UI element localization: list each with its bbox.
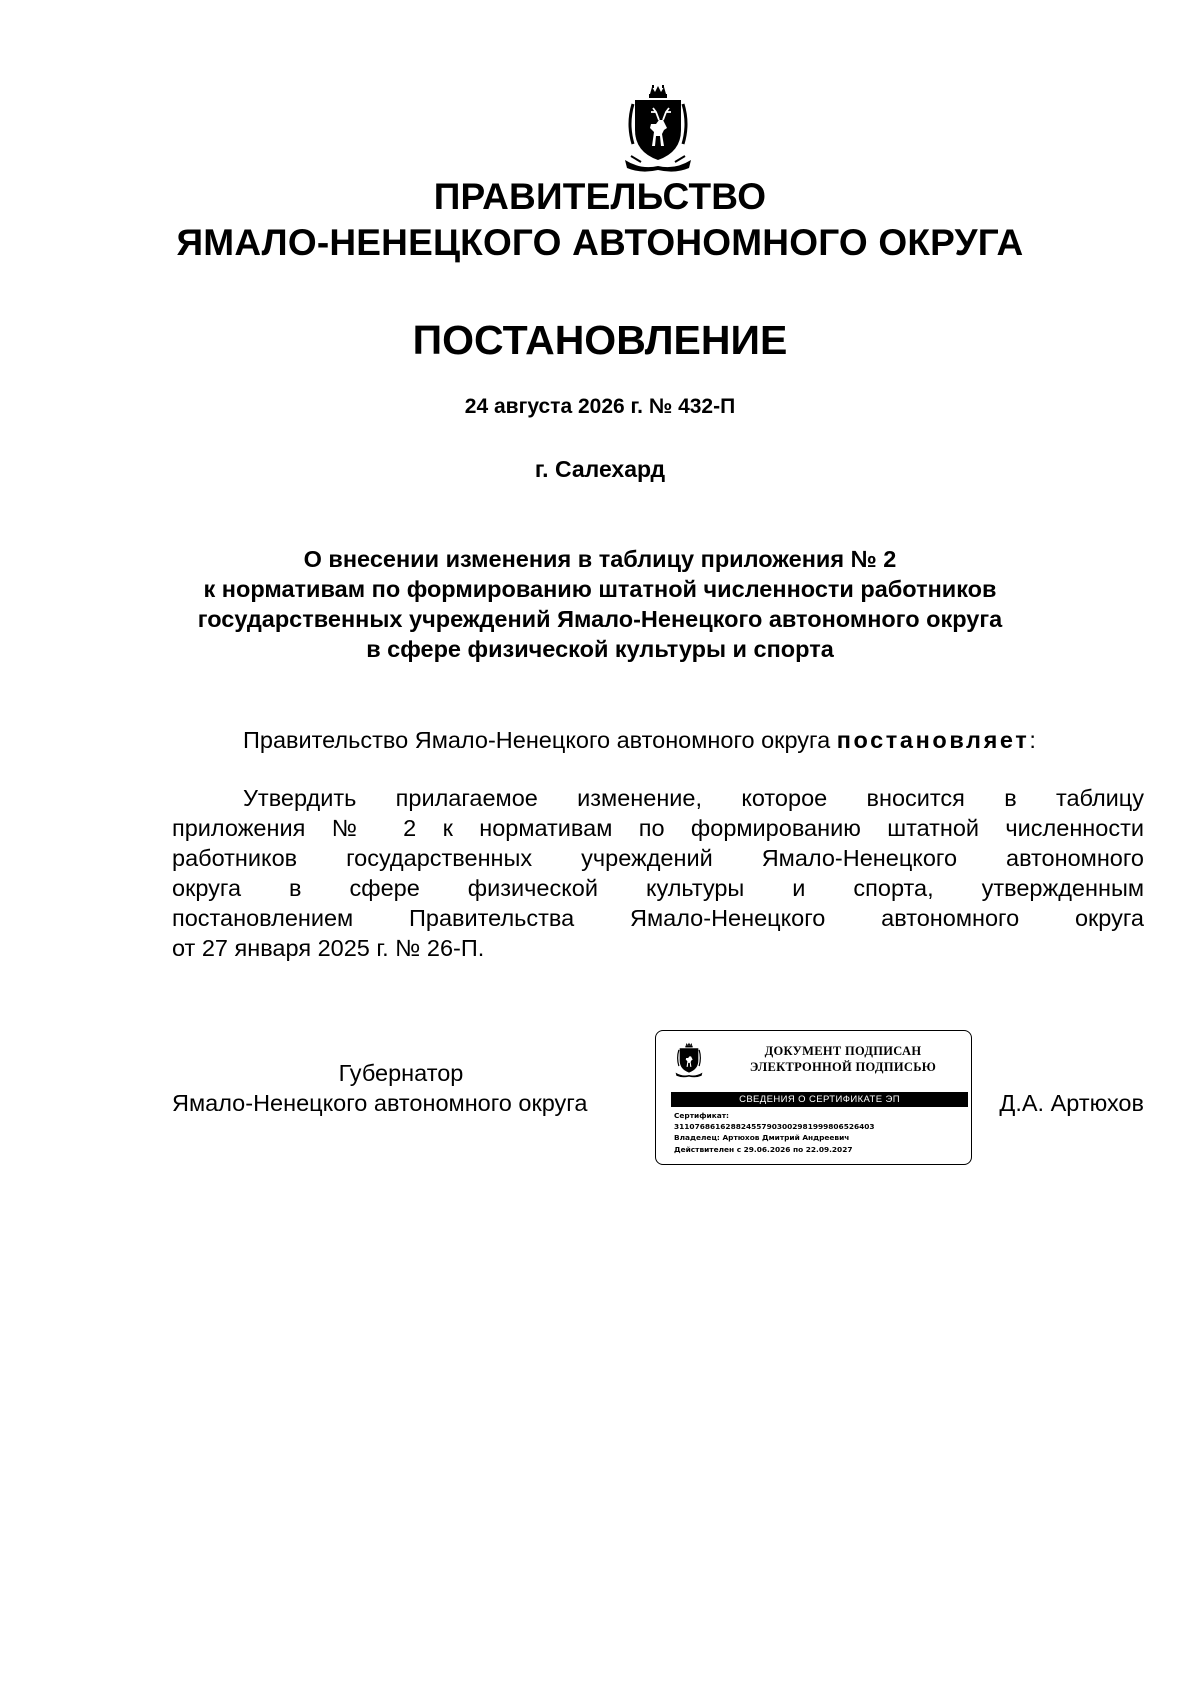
document-city: г. Салехард [534, 456, 666, 482]
preamble-text: Правительство Ямало-Ненецкого автономного округа [243, 727, 831, 753]
organization-name-line2: ЯМАЛО-НЕНЕЦКОГО АВТОНОМНОГО ОКРУГА [176, 222, 1024, 263]
preamble-paragraph [243, 725, 1143, 755]
title-line: к нормативам по формированию штатной численности работников [203, 576, 997, 602]
stamp-owner: Владелец: Артюхов Дмитрий Андреевич [674, 1133, 850, 1143]
stamp-certificate-info [674, 1110, 964, 1155]
title-line: государственных учреждений Ямало-Ненецкого автономного округа [197, 606, 1003, 632]
electronic-signature-stamp [655, 1030, 972, 1165]
stamp-heading-line1: ДОКУМЕНТ ПОДПИСАН [764, 1044, 922, 1058]
document-title [150, 544, 1050, 664]
signatory-name: Д.А. Артюхов [999, 1090, 1144, 1116]
signatory-position: Губернатор [338, 1060, 464, 1086]
stamp-heading [718, 1043, 968, 1075]
stamp-emblem-icon [674, 1041, 704, 1079]
organization-name-line1: ПРАВИТЕЛЬСТВО [433, 176, 767, 217]
stamp-heading-line2: ЭЛЕКТРОННОЙ ПОДПИСЬЮ [749, 1060, 937, 1074]
body-line: постановлением Правительства Ямало-Ненецкого автономного округа [172, 905, 1144, 931]
body-line: от 27 января 2025 г. № 26-П. [172, 935, 485, 961]
body-line: приложения № 2 к нормативам по формированию штатной численности [172, 815, 1144, 841]
body-line: Утвердить прилагаемое изменение, которое вносится в таблицу [243, 785, 1144, 811]
stamp-validity: Действителен с 29.06.2026 по 22.09.2027 [674, 1144, 853, 1154]
preamble-punct: : [1029, 727, 1036, 753]
signatory-region: Ямало-Ненецкого автономного округа [172, 1090, 588, 1116]
body-paragraph [172, 783, 1144, 963]
preamble-verb: постановляет [836, 727, 1030, 753]
coat-of-arms-emblem [621, 84, 695, 174]
stamp-certificate-bar: СВЕДЕНИЯ О СЕРТИФИКАТЕ ЭП [671, 1092, 968, 1107]
body-line: работников государственных учреждений Ямало-Ненецкого автономного [172, 845, 1144, 871]
stamp-cert-label: Сертификат: [674, 1111, 729, 1120]
document-type: ПОСТАНОВЛЕНИЕ [412, 317, 788, 363]
title-line: О внесении изменения в таблицу приложения № 2 [303, 546, 897, 572]
title-line: в сфере физической культуры и спорта [366, 636, 834, 662]
stamp-cert-number: 311076861628824557903002981999806526403 [674, 1122, 875, 1132]
document-date-number: 24 августа 2026 г. № 432-П [464, 395, 736, 418]
body-line: округа в сфере физической культуры и спорта, утвержденным [172, 875, 1144, 901]
